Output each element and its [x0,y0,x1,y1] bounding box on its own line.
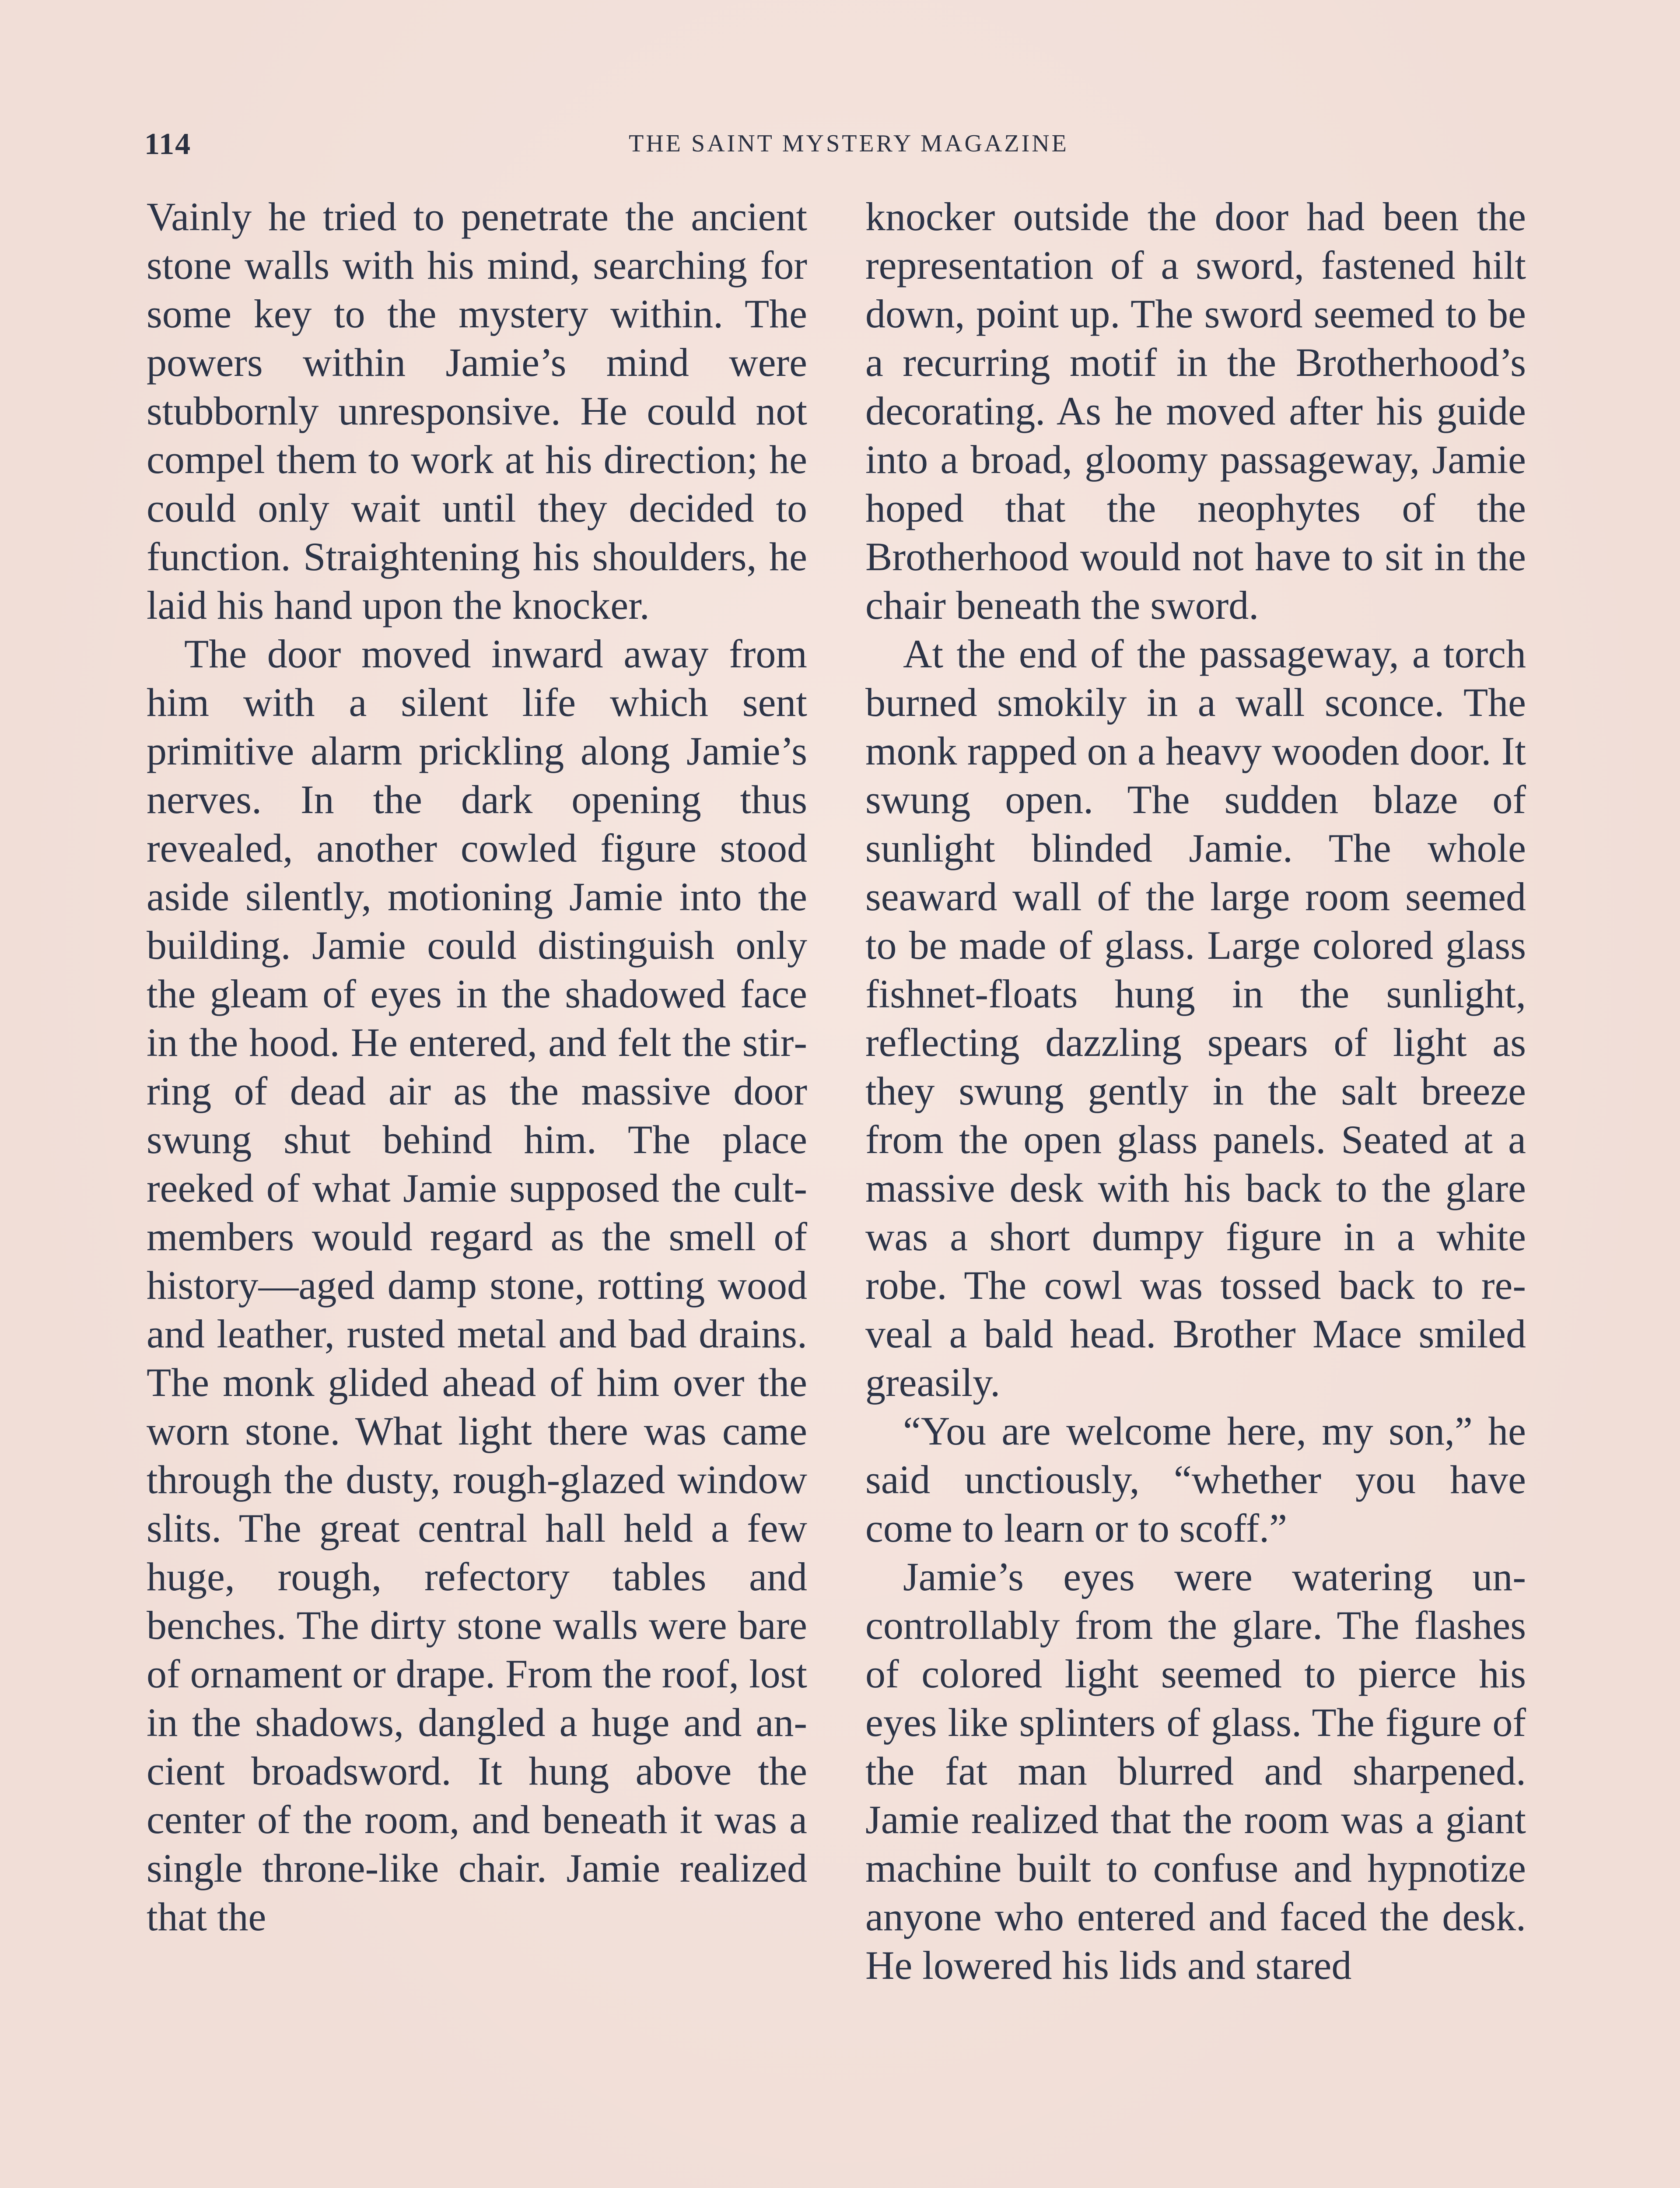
page-header [144,127,1553,166]
running-title: THE SAINT MYSTERY MAGAZINE [629,130,1069,157]
paragraph: knocker outside the door had been the representation of a sword, fastened hilt down, point up. The sword seemed to be a recurring motif in the Brotherhood’s decorating. As he moved after his guide into a broad, gloomy passageway, Jamie hoped that the neophytes of the Brotherhood would not have to sit in the chair beneath the sword. [865,194,1526,628]
paragraph: Jamie’s eyes were watering uncontrollably from the glare. The flashes of colored light seemed to pierce his eyes like splinters of glass. The figure of the fat man blurred and sharpened. Jamie realized that the room was a giant machine built to confuse and hypnotize anyone who entered and faced the desk. He lowered his lids and stared [865,1554,1526,1988]
paragraph: Vainly he tried to penetrate the ancient stone walls with his mind, searching for some key to the mystery within. The powers within Jamie’s mind were stubbornly unresponsive. He could not compel them to work at his direction; he could only wait until they decided to function. Straightening his shoulders, he laid his hand upon the knocker. [147,194,807,628]
paragraph: The door moved inward away from him with a silent life which sent primitive alarm prickling along Jamie’s nerves. In the dark opening thus revealed, another cowled figure stood aside silently, motioning Jamie into the building. Jamie could distinguish only the gleam of eyes in the shadowed face in the hood. He entered, and felt the stirring of dead air as the massive door swung shut behind him. The place reeked of what Jamie supposed the cult-members would regard as the smell of history—aged damp stone, rotting wood and leather, rusted metal and bad drains. The monk glided ahead of him over the worn stone. What light there was came through the dusty, rough-glazed window slits. The great central hall held a few huge, rough, refectory tables and benches. The dirty stone walls were bare of ornament or drape. From the roof, lost in the shadows, dangled a huge and ancient broadsword. It hung above the center of the room, and beneath it was a single throne-like chair. Jamie realized that the [147,631,807,1939]
paragraph: At the end of the passageway, a torch burned smokily in a wall sconce. The monk rapped on a heavy wooden door. It swung open. The sudden blaze of sunlight blinded Jamie. The whole seaward wall of the large room seemed to be made of glass. Large colored glass fishnet-floats hung in the sunlight, reflecting dazzling spears of light as they swung gently in the salt breeze from the open glass panels. Seated at a massive desk with his back to the glare was a short dumpy figure in a white robe. The cowl was tossed back to reveal a bald head. Brother Mace smiled greasily. [865,631,1526,1405]
paragraph: “You are welcome here, my son,” he said unctiously, “whether you have come to learn or to scoff.” [865,1409,1526,1550]
left-column [147,193,807,1941]
right-column [865,193,1526,1990]
page-number: 114 [144,127,192,161]
